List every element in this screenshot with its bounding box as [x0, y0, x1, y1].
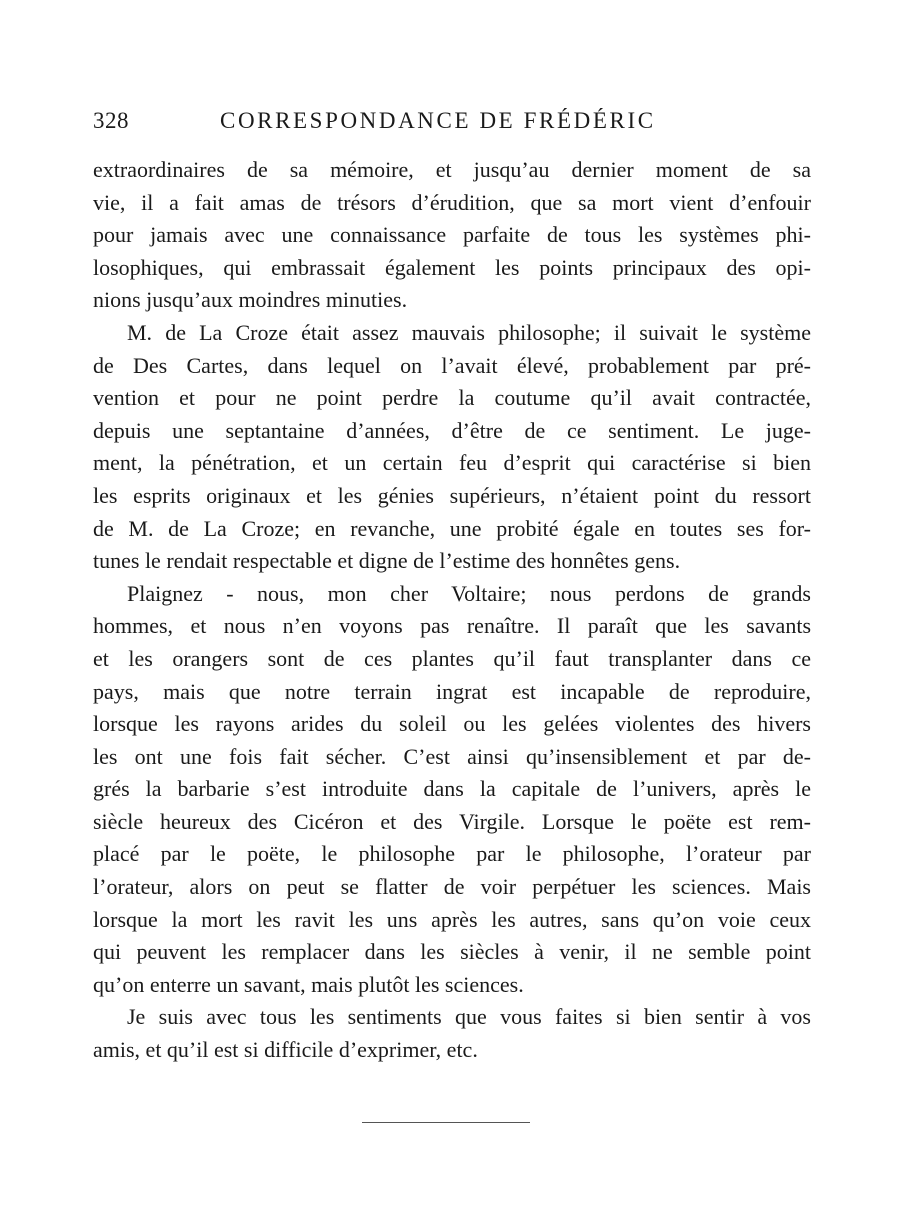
text-line: losophiques, qui embrassait également les points principaux des opi-: [93, 254, 811, 280]
paragraph-2: [93, 317, 811, 578]
text-line: de Des Cartes, dans lequel on l’avait élevé, probablement par pré-: [93, 352, 811, 378]
text-line: nions jusqu’aux moindres minuties.: [93, 287, 408, 313]
text-line: depuis une septantaine d’années, d’être de ce sentiment. Le juge-: [93, 417, 811, 443]
page-number: 328: [93, 108, 129, 133]
text-line: grés la barbarie s’est introduite dans la capitale de l’univers, après le: [93, 776, 811, 802]
text-line: ment, la pénétration, et un certain feu d’esprit qui caractérise si bien: [93, 450, 811, 476]
text-line: Plaignez - nous, mon cher Voltaire; nous perdons de grands: [127, 580, 811, 606]
text-line: pays, mais que notre terrain ingrat est incapable de reproduire,: [93, 678, 811, 704]
text-line: extraordinaires de sa mémoire, et jusqu’au dernier moment de sa: [93, 157, 811, 182]
text-line: lorsque la mort les ravit les uns après les autres, sans qu’on voie ceux: [93, 906, 811, 932]
running-title: CORRESPONDANCE DE FRÉDÉRIC: [220, 108, 656, 133]
text-line: tunes le rendait respectable et digne de l’estime des honnêtes gens.: [93, 548, 681, 574]
text-line: les esprits originaux et les génies supérieurs, n’étaient point du ressort: [93, 482, 811, 508]
text-line: placé par le poëte, le philosophe par le philosophe, l’orateur par: [93, 841, 811, 867]
paragraph-1: [93, 154, 811, 317]
text-line: Je suis avec tous les sentiments que vous faites si bien sentir à vos: [127, 1004, 811, 1030]
text-line: qu’on enterre un savant, mais plutôt les sciences.: [93, 971, 524, 997]
text-line: M. de La Croze était assez mauvais philosophe; il suivait le système: [127, 319, 811, 345]
text-line: vention et pour ne point perdre la coutume qu’il avait contractée,: [93, 385, 811, 411]
running-head: [93, 108, 813, 144]
text-line: de M. de La Croze; en revanche, une probité égale en toutes ses for-: [93, 515, 811, 541]
text-line: qui peuvent les remplacer dans les siècles à venir, il ne semble point: [93, 939, 811, 965]
text-line: siècle heureux des Cicéron et des Virgile. Lorsque le poëte est rem-: [93, 808, 811, 834]
text-line: l’orateur, alors on peut se flatter de voir perpétuer les sciences. Mais: [93, 874, 811, 900]
text-line: et les orangers sont de ces plantes qu’il faut transplanter dans ce: [93, 645, 811, 671]
paragraph-3: [93, 578, 811, 1002]
text-line: les ont une fois fait sécher. C’est ainsi qu’insensiblement et par de-: [93, 743, 811, 769]
text-line: vie, il a fait amas de trésors d’érudition, que sa mort vient d’enfouir: [93, 189, 811, 215]
text-line: pour jamais avec une connaissance parfaite de tous les systèmes phi-: [93, 222, 811, 248]
body-text: [93, 154, 811, 1067]
paragraph-4: [93, 1001, 811, 1066]
text-line: lorsque les rayons arides du soleil ou les gelées violentes des hivers: [93, 711, 811, 737]
text-line: hommes, et nous n’en voyons pas renaître. Il paraît que les savants: [93, 613, 811, 639]
section-end-rule: [362, 1122, 530, 1123]
text-line: amis, et qu’il est si difficile d’exprimer, etc.: [93, 1037, 478, 1063]
